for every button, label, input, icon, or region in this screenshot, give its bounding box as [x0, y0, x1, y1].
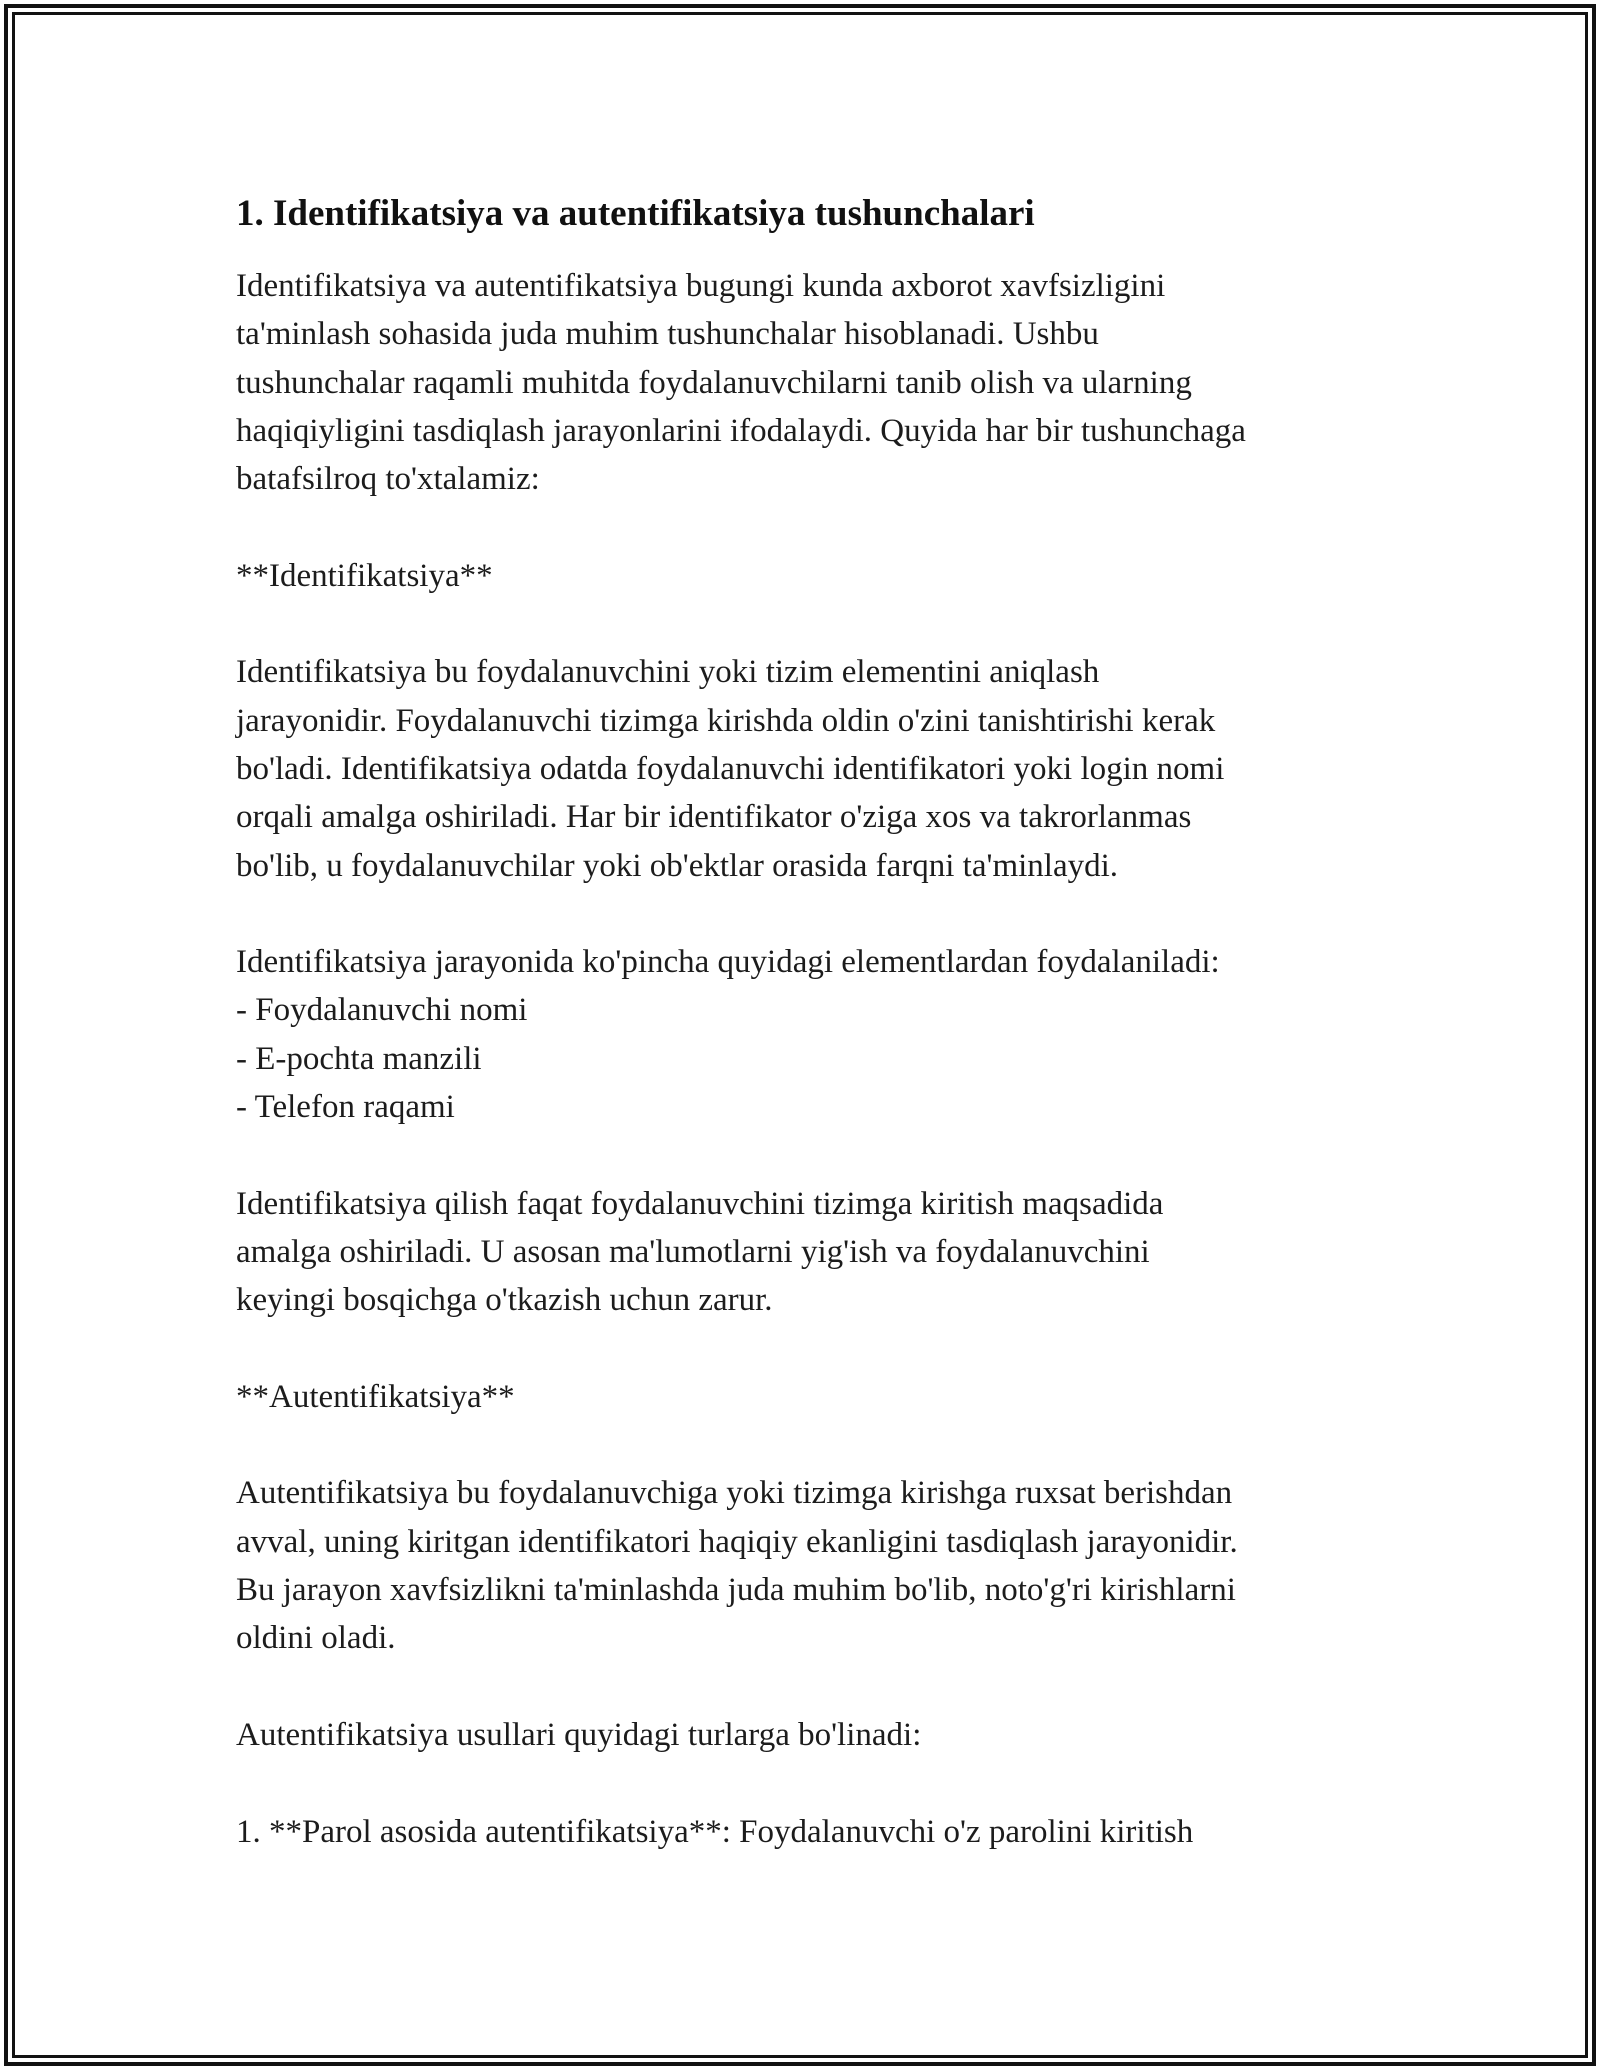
- spacer: [236, 1759, 1366, 1807]
- spacer: [236, 1663, 1366, 1711]
- authentication-heading: **Autentifikatsiya**: [236, 1378, 515, 1415]
- list-item: - Telefon raqami: [236, 1089, 455, 1126]
- intro-paragraph: Identifikatsiya va autentifikatsiya bugungi kunda axborot xavfsizligini ta'minlash sohasida juda muhim tushunchalar hisoblanadi. Ushbu tushunchalar raqamli muhitda foydalanuvchilarni tanib olish va ularning haqiqiyligini tasdiqlash jarayonlarini ifodalaydi. Quyida har bir tushunchaga batafsilroq to'xtalamiz:: [236, 268, 1246, 498]
- authentication-paragraph: Autentifikatsiya bu foydalanuvchiga yoki tizimga kirishga ruxsat berishdan avval, uning kiritgan identifikatori haqiqiy ekanligini tasdiqlash jarayonidir. Bu jarayon xavfsizlikni ta'minlashda juda muhim bo'lib, noto'g'ri kirishlarni oldini oladi.: [236, 1475, 1238, 1657]
- list-item: - E-pochta manzili: [236, 1040, 482, 1077]
- list-item: - Foydalanuvchi nomi: [236, 992, 528, 1029]
- method-item: 1. **Parol asosida autentifikatsiya**: Foydalanuvchi o'z parolini kiritish: [236, 1813, 1194, 1850]
- identification-purpose-paragraph: Identifikatsiya qilish faqat foydalanuvchini tizimga kiritish maqsadida amalga oshiriladi. U asosan ma'lumotlarni yig'ish va foydalanuvchini keyingi bosqichga o'tkazish uchun zarur.: [236, 1185, 1164, 1319]
- identification-heading: **Identifikatsiya**: [236, 557, 493, 594]
- spacer: [236, 600, 1366, 648]
- section-heading: 1. Identifikatsiya va autentifikatsiya tushunchalari: [236, 193, 1035, 234]
- elements-intro: Identifikatsiya jarayonida ko'pincha quyidagi elementlardan foydalaniladi:: [236, 944, 1220, 981]
- document-body: [236, 188, 1366, 1856]
- spacer: [236, 890, 1366, 938]
- spacer: [236, 1421, 1366, 1469]
- methods-intro: Autentifikatsiya usullari quyidagi turlarga bo'linadi:: [236, 1716, 922, 1753]
- spacer: [236, 1131, 1366, 1179]
- spacer: [236, 1325, 1366, 1373]
- spacer: [236, 503, 1366, 551]
- identification-paragraph: Identifikatsiya bu foydalanuvchini yoki tizim elementini aniqlash jarayonidir. Foydalanuvchi tizimga kirishda oldin o'zini tanishtirishi kerak bo'ladi. Identifikatsiya odatda foydalanuvchi identifikatori yoki login nomi orqali amalga oshiriladi. Har bir identifikator o'ziga xos va takrorlanmas bo'lib, u foydalanuvchilar yoki ob'ektlar orasida farqni ta'minlaydi.: [236, 654, 1225, 884]
